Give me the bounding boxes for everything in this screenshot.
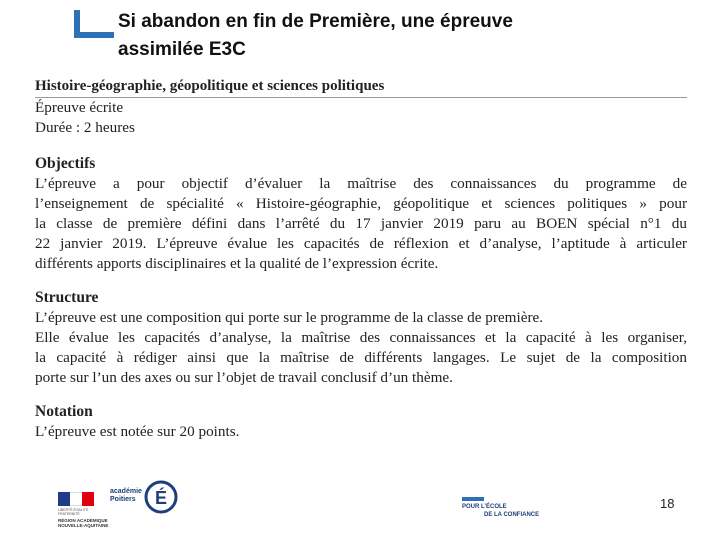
slide-title-line-2: assimilée E3C: [118, 39, 246, 60]
document-heading: Histoire-géographie, géopolitique et sciences politiques: [35, 76, 687, 98]
section-title-objectifs: Objectifs: [35, 155, 96, 172]
objectifs-line: la classe de première défini dans l’arrêté du 17 janvier 2019 paru au BOEN spécial n°1 du: [35, 215, 687, 232]
academie-logo-letter: É: [154, 488, 168, 508]
notation-text: L’épreuve est notée sur 20 points.: [35, 423, 240, 440]
academie-line-1: académie: [110, 488, 142, 495]
objectifs-line: l’enseignement de spécialité « Histoire-géographie, géopolitique et sciences politiques » pour: [35, 195, 687, 212]
academie-line-2: Poitiers: [110, 496, 136, 503]
confiance-text: [462, 503, 539, 519]
structure-line: Elle évalue les capacités d’analyse, la maîtrise des connaissances et la capacité à les organiser,: [35, 329, 687, 346]
scanned-document: [35, 76, 687, 442]
confiance-accent-bar: [462, 497, 484, 501]
objectifs-line: L’épreuve a pour objectif d’évaluer la maîtrise des connaissances du programme de: [35, 175, 687, 192]
academie-label: [110, 488, 142, 504]
structure-line: la capacité à rédiger ainsi que la maîtrise de différents langages. Le sujet de la composition: [35, 349, 687, 366]
republic-motto: LIBERTÉ ÉGALITÉ FRATERNITÉ: [58, 508, 89, 516]
section-title-notation: Notation: [35, 403, 93, 420]
french-flag-icon: [58, 492, 94, 506]
academy-logo-group: [58, 480, 178, 530]
section-title-structure: Structure: [35, 289, 99, 306]
structure-line: porte sur l’un des axes ou sur l’objet de travail conclusif d’un thème.: [35, 369, 453, 386]
academie-logo-icon: [144, 480, 178, 514]
exam-duration: Durée : 2 heures: [35, 119, 135, 136]
region-line-2: NOUVELLE-AQUITAINE: [58, 523, 109, 528]
confiance-line-1: POUR L’ÉCOLE: [462, 504, 507, 510]
exam-type: Épreuve écrite: [35, 99, 124, 116]
ecole-confiance-logo: [462, 497, 582, 529]
page-number: 18: [660, 496, 675, 511]
objectifs-line: différents apports disciplinaires et la qualité de l’expression écrite.: [35, 255, 439, 272]
region-label: [58, 518, 128, 528]
region-line-1: RÉGION ACADÉMIQUE: [58, 518, 108, 523]
title-accent-mark: [74, 10, 114, 38]
slide-title-line-1: Si abandon en fin de Première, une épreuve: [118, 11, 513, 32]
structure-line: L’épreuve est une composition qui porte sur le programme de la classe de première.: [35, 309, 544, 326]
slide-title: [118, 8, 718, 64]
confiance-line-2: DE LA CONFIANCE: [484, 512, 540, 518]
objectifs-line: 22 janvier 2019. L’épreuve évalue les capacités de réflexion et d’analyse, l’aptitude à articuler: [35, 235, 687, 252]
